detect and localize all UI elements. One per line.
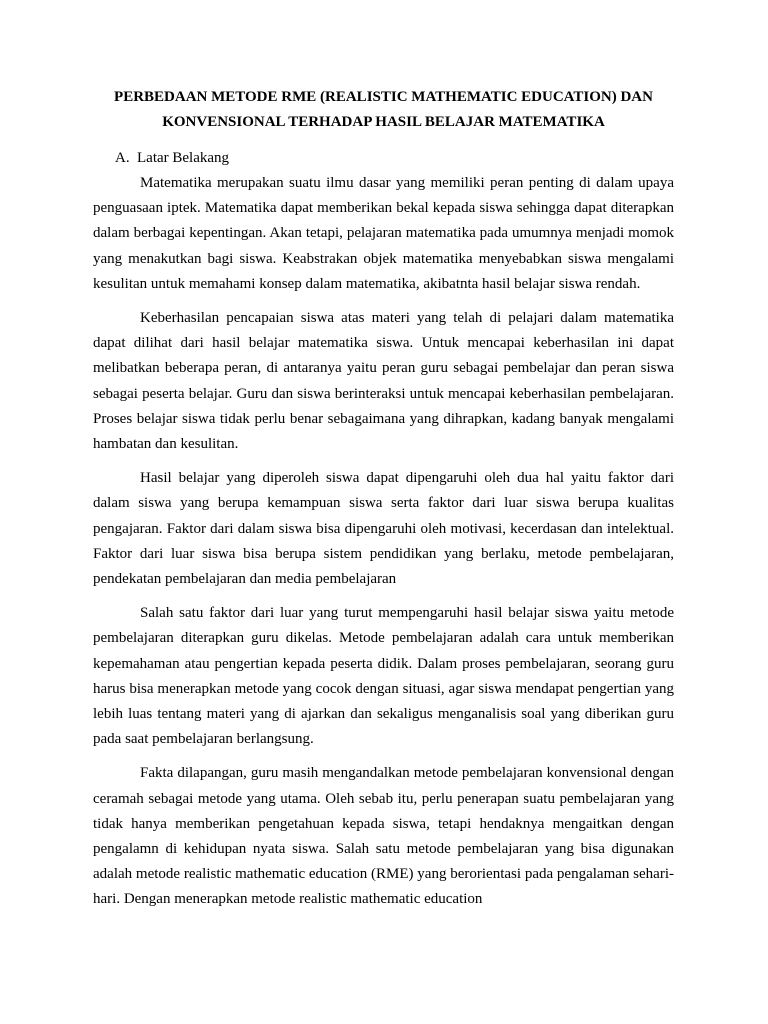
title-line-1: PERBEDAAN METODE RME (REALISTIC MATHEMATIC EDUCATION) DAN [114, 89, 653, 105]
paragraph-2: Keberhasilan pencapaian siswa atas materi yang telah di pelajari dalam matematika dapat dilihat dari hasil belajar matematika siswa. Untuk mencapai keberhasilan ini dapat melibatkan beberapa peran, di antaranya yaitu peran guru sebagai pembelajar dan peran siswa sebagai peserta belajar. Guru dan siswa berinteraksi untuk mencapai keberhasilan pembelajaran. Proses belajar siswa tidak perlu benar sebagaimana yang dihrapkan, kadang banyak mengalami hambatan dan kesulitan. [93, 310, 674, 453]
section-heading [93, 146, 674, 171]
paragraph-5: Fakta dilapangan, guru masih mengandalkan metode pembelajaran konvensional dengan ceramah sebagai metode yang utama. Oleh sebab itu, perlu penerapan suatu pembelajaran yang tidak hanya memberikan pengetahuan kepada siswa, tetapi hendaknya mengaitkan dengan pengalamn di kehidupan nyata siswa. Salah satu metode pembelajaran yang bisa digunakan adalah metode realistic mathematic education (RME) yang berorientasi pada pengalaman sehari-hari. Dengan menerapkan metode realistic mathematic education [93, 765, 674, 908]
section-title: Latar Belakang [137, 150, 230, 166]
document-content [93, 85, 674, 913]
paragraph-3: Hasil belajar yang diperoleh siswa dapat dipengaruhi oleh dua hal yaitu faktor dari dalam siswa yang berupa kemampuan siswa serta faktor dari luar siswa berupa kualitas pengajaran. Faktor dari dalam siswa bisa dipengaruhi oleh motivasi, kecerdasan dan intelektual. Faktor dari luar siswa bisa berupa sistem pendidikan yang berlaku, metode pembelajaran, pendekatan pembelajaran dan media pembelajaran [93, 470, 674, 588]
title-line-2: KONVENSIONAL TERHADAP HASIL BELAJAR MATEMATIKA [162, 114, 605, 130]
paragraph-4: Salah satu faktor dari luar yang turut mempengaruhi hasil belajar siswa yaitu metode pembelajaran diterapkan guru dikelas. Metode pembelajaran adalah cara untuk memberikan kepemahaman atau pengertian kepada peserta didik. Dalam proses pembelajaran, seorang guru harus bisa menerapkan metode yang cocok dengan situasi, agar siswa mendapat pengertian yang lebih luas tentang materi yang di ajarkan dan sekaligus menganalisis soal yang diberikan guru pada saat pembelajaran berlangsung. [93, 605, 674, 748]
paragraph-1: Matematika merupakan suatu ilmu dasar yang memiliki peran penting di dalam upaya penguasaan iptek. Matematika dapat memberikan bekal kepada siswa sehingga dapat diterapkan dalam berbagai kepentingan. Akan tetapi, pelajaran matematika pada umumnya menjadi momok yang menakutkan bagi siswa. Keabstrakan objek matematika menyebabkan siswa mengalami kesulitan untuk memahami konsep dalam matematika, akibatnta hasil belajar siswa rendah. [93, 175, 674, 292]
section-marker: A. [115, 150, 130, 166]
document-title [93, 85, 674, 135]
